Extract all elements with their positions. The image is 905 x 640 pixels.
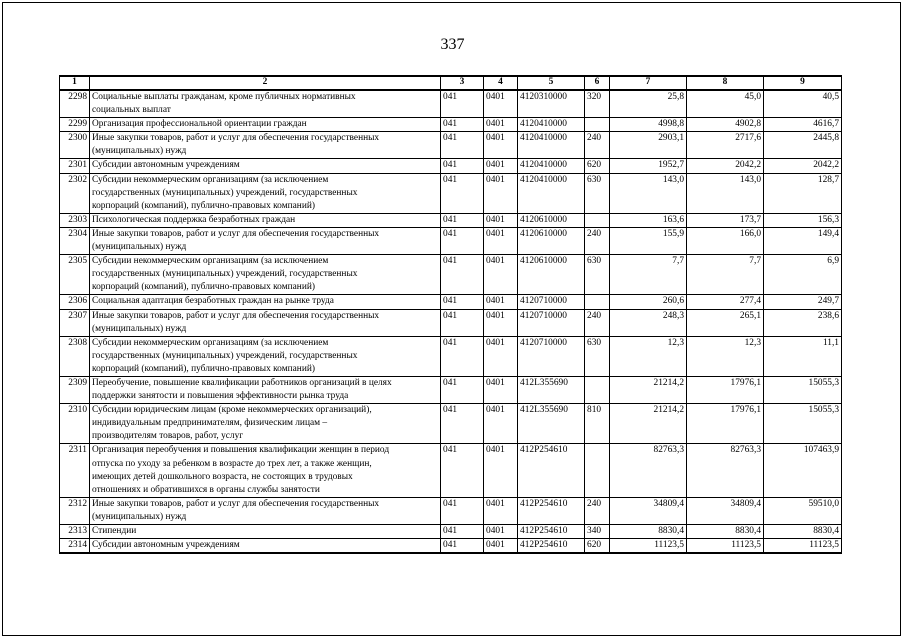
row-number: 2305 [60,255,90,295]
col-7-value: 1952,7 [610,159,687,173]
row-description [90,227,441,254]
row-number: 2312 [60,497,90,524]
description-line: индивидуальным предпринимателям, физическим лицам – [92,418,328,429]
row-description [90,173,441,213]
row-description [90,336,441,376]
row-description [90,444,441,497]
col-8-value: 143,0 [687,173,764,213]
header-cell: 1 [60,76,90,90]
col-6-code: 240 [585,132,610,159]
col-5-code: 412L355690 [518,404,585,444]
table-row [60,159,842,173]
col-7-value: 21214,2 [610,376,687,403]
row-number: 2298 [60,90,90,118]
col-4-code: 0401 [484,295,518,309]
col-8-value: 277,4 [687,295,764,309]
col-7-value: 25,8 [610,90,687,118]
col-5-code: 4120610000 [518,227,585,254]
col-5-code: 412P254610 [518,525,585,539]
row-number: 2311 [60,444,90,497]
row-number: 2308 [60,336,90,376]
col-3-code: 041 [441,309,484,336]
col-9-value: 4616,7 [764,118,842,132]
col-8-value: 173,7 [687,213,764,227]
col-6-code: 630 [585,336,610,376]
col-9-value: 59510,0 [764,497,842,524]
row-number: 2310 [60,404,90,444]
col-9-value: 238,6 [764,309,842,336]
col-7-value: 155,9 [610,227,687,254]
col-3-code: 041 [441,497,484,524]
description-line: социальных выплат [92,105,171,116]
description-line: (муниципальных) нужд [92,242,187,253]
col-7-value: 4998,8 [610,118,687,132]
col-5-code: 412L355690 [518,376,585,403]
description-line: государственных (муниципальных) учреждений, государственных [92,350,358,361]
col-7-value: 21214,2 [610,404,687,444]
col-9-value: 15055,3 [764,376,842,403]
col-8-value: 11123,5 [687,539,764,554]
col-4-code: 0401 [484,525,518,539]
col-7-value: 143,0 [610,173,687,213]
description-line: производителям товаров, работ, услуг [92,431,244,442]
table-row [60,255,842,295]
col-8-value: 265,1 [687,309,764,336]
col-8-value: 12,3 [687,336,764,376]
col-5-code: 4120710000 [518,295,585,309]
col-4-code: 0401 [484,213,518,227]
col-9-value: 8830,4 [764,525,842,539]
col-8-value: 2042,2 [687,159,764,173]
description-line: Субсидии некоммерческим организациям (за исключением [92,174,329,185]
description-line: государственных (муниципальных) учреждений, государственных [92,187,358,198]
col-7-value: 7,7 [610,255,687,295]
col-7-value: 12,3 [610,336,687,376]
col-9-value: 249,7 [764,295,842,309]
col-4-code: 0401 [484,336,518,376]
description-line: Иные закупки товаров, работ и услуг для обеспечения государственных [92,228,380,239]
col-7-value: 11123,5 [610,539,687,554]
col-7-value: 260,6 [610,295,687,309]
table-row [60,404,842,444]
row-description [90,539,441,554]
description-line: имеющих детей дошкольного возраста, не состоящих в трудовых [92,471,353,482]
col-6-code: 620 [585,159,610,173]
row-number: 2307 [60,309,90,336]
header-cell: 4 [484,76,518,90]
col-5-code: 4120410000 [518,132,585,159]
col-9-value: 2042,2 [764,159,842,173]
row-number: 2303 [60,213,90,227]
description-line: корпораций (компаний), публично-правовых компаний) [92,363,315,374]
description-line: Субсидии некоммерческим организациям (за исключением [92,256,329,267]
table-row [60,295,842,309]
col-9-value: 40,5 [764,90,842,118]
description-line: Иные закупки товаров, работ и услуг для обеспечения государственных [92,133,380,144]
col-9-value: 149,4 [764,227,842,254]
description-line: Субсидии автономным учреждениям [92,540,240,551]
description-line: Организация переобучения и повышения квалификации женщин в период [92,445,390,456]
row-number: 2299 [60,118,90,132]
row-description [90,132,441,159]
col-4-code: 0401 [484,376,518,403]
col-6-code: 240 [585,309,610,336]
row-description [90,159,441,173]
col-3-code: 041 [441,376,484,403]
col-5-code: 4120410000 [518,173,585,213]
description-line: Субсидии некоммерческим организациям (за исключением [92,337,329,348]
col-6-code: 320 [585,90,610,118]
col-8-value: 7,7 [687,255,764,295]
col-5-code: 4120310000 [518,90,585,118]
header-cell: 5 [518,76,585,90]
col-7-value: 248,3 [610,309,687,336]
col-6-code: 630 [585,173,610,213]
col-4-code: 0401 [484,539,518,554]
col-4-code: 0401 [484,90,518,118]
col-6-code [585,295,610,309]
description-line: Субсидии автономным учреждениям [92,160,240,171]
table-row [60,132,842,159]
col-6-code [585,213,610,227]
col-4-code: 0401 [484,132,518,159]
col-4-code: 0401 [484,159,518,173]
col-4-code: 0401 [484,118,518,132]
col-3-code: 041 [441,404,484,444]
page-number: 337 [440,36,465,53]
col-8-value: 4902,8 [687,118,764,132]
col-3-code: 041 [441,336,484,376]
table-row [60,539,842,554]
table-row [60,118,842,132]
description-line: отношениях и обратившихся в органы службы занятости [92,484,320,495]
col-9-value: 11123,5 [764,539,842,554]
col-4-code: 0401 [484,173,518,213]
col-3-code: 041 [441,295,484,309]
col-6-code [585,376,610,403]
col-9-value: 11,1 [764,336,842,376]
col-6-code: 630 [585,255,610,295]
description-line: Психологическая поддержка безработных граждан [92,214,296,225]
header-cell: 3 [441,76,484,90]
row-description [90,213,441,227]
description-line: государственных (муниципальных) учреждений, государственных [92,269,358,280]
description-line: (муниципальных) нужд [92,323,187,334]
description-line: Социальные выплаты гражданам, кроме публичных нормативных [92,92,356,102]
col-8-value: 166,0 [687,227,764,254]
col-8-value: 8830,4 [687,525,764,539]
col-3-code: 041 [441,173,484,213]
col-8-value: 34809,4 [687,497,764,524]
col-9-value: 128,7 [764,173,842,213]
col-5-code: 412P254610 [518,497,585,524]
table-row [60,213,842,227]
col-3-code: 041 [441,227,484,254]
table-row [60,336,842,376]
header-cell: 2 [90,76,441,90]
header-cell: 8 [687,76,764,90]
description-line: Иные закупки товаров, работ и услуг для обеспечения государственных [92,310,380,321]
col-3-code: 041 [441,539,484,554]
description-line: Субсидии юридическим лицам (кроме некоммерческих организаций), [92,405,372,416]
row-number: 2302 [60,173,90,213]
row-number: 2313 [60,525,90,539]
description-line: Организация профессиональной ориентации граждан [92,119,307,130]
header-row [60,76,842,90]
table-row [60,444,842,497]
col-7-value: 8830,4 [610,525,687,539]
table-row [60,525,842,539]
col-9-value: 107463,9 [764,444,842,497]
row-description [90,90,441,118]
col-7-value: 163,6 [610,213,687,227]
col-9-value: 6,9 [764,255,842,295]
col-5-code: 412P254610 [518,539,585,554]
col-3-code: 041 [441,90,484,118]
description-line: Иные закупки товаров, работ и услуг для обеспечения государственных [92,498,380,509]
description-line: Стипендии [92,526,137,536]
row-description [90,376,441,403]
row-description [90,255,441,295]
description-line: Переобучение, повышение квалификации работников организаций в целях [92,377,392,388]
col-3-code: 041 [441,213,484,227]
table-row [60,90,842,118]
col-3-code: 041 [441,525,484,539]
table-row [60,497,842,524]
col-4-code: 0401 [484,227,518,254]
description-line: Социальная адаптация безработных граждан на рынке труда [92,296,334,307]
col-9-value: 2445,8 [764,132,842,159]
col-8-value: 82763,3 [687,444,764,497]
col-5-code: 4120710000 [518,336,585,376]
budget-table [59,75,842,554]
description-line: отпуска по уходу за ребенком в возрасте до трех лет, а также женщин, [92,458,372,469]
col-3-code: 041 [441,444,484,497]
row-number: 2309 [60,376,90,403]
row-description [90,295,441,309]
description-line: корпораций (компаний), публично-правовых компаний) [92,200,315,211]
col-5-code: 4120610000 [518,213,585,227]
col-7-value: 2903,1 [610,132,687,159]
row-description [90,309,441,336]
col-8-value: 17976,1 [687,376,764,403]
header-cell: 7 [610,76,687,90]
table-row [60,173,842,213]
col-5-code: 4120410000 [518,118,585,132]
row-number: 2300 [60,132,90,159]
col-4-code: 0401 [484,255,518,295]
col-3-code: 041 [441,255,484,295]
table-row [60,309,842,336]
header-cell: 9 [764,76,842,90]
description-line: корпораций (компаний), публично-правовых компаний) [92,282,315,293]
description-line: поддержки занятости и повышения эффективности рынка труда [92,391,349,402]
col-4-code: 0401 [484,404,518,444]
col-5-code: 412P254610 [518,444,585,497]
row-description [90,525,441,539]
table-body [60,90,842,553]
col-8-value: 17976,1 [687,404,764,444]
table-row [60,227,842,254]
description-line: (муниципальных) нужд [92,511,187,522]
col-7-value: 34809,4 [610,497,687,524]
row-description [90,118,441,132]
col-6-code [585,444,610,497]
col-6-code: 240 [585,227,610,254]
col-4-code: 0401 [484,309,518,336]
table-row [60,376,842,403]
col-9-value: 15055,3 [764,404,842,444]
description-line: (муниципальных) нужд [92,146,187,157]
col-5-code: 4120710000 [518,309,585,336]
row-number: 2304 [60,227,90,254]
col-6-code: 810 [585,404,610,444]
col-5-code: 4120610000 [518,255,585,295]
row-number: 2301 [60,159,90,173]
col-4-code: 0401 [484,444,518,497]
col-9-value: 156,3 [764,213,842,227]
col-3-code: 041 [441,159,484,173]
col-8-value: 45,0 [687,90,764,118]
col-3-code: 041 [441,118,484,132]
row-number: 2306 [60,295,90,309]
col-6-code [585,118,610,132]
col-7-value: 82763,3 [610,444,687,497]
row-number: 2314 [60,539,90,554]
col-5-code: 4120410000 [518,159,585,173]
row-description [90,497,441,524]
row-description [90,404,441,444]
col-6-code: 340 [585,525,610,539]
col-8-value: 2717,6 [687,132,764,159]
col-4-code: 0401 [484,497,518,524]
col-6-code: 240 [585,497,610,524]
col-6-code: 620 [585,539,610,554]
col-3-code: 041 [441,132,484,159]
header-cell: 6 [585,76,610,90]
